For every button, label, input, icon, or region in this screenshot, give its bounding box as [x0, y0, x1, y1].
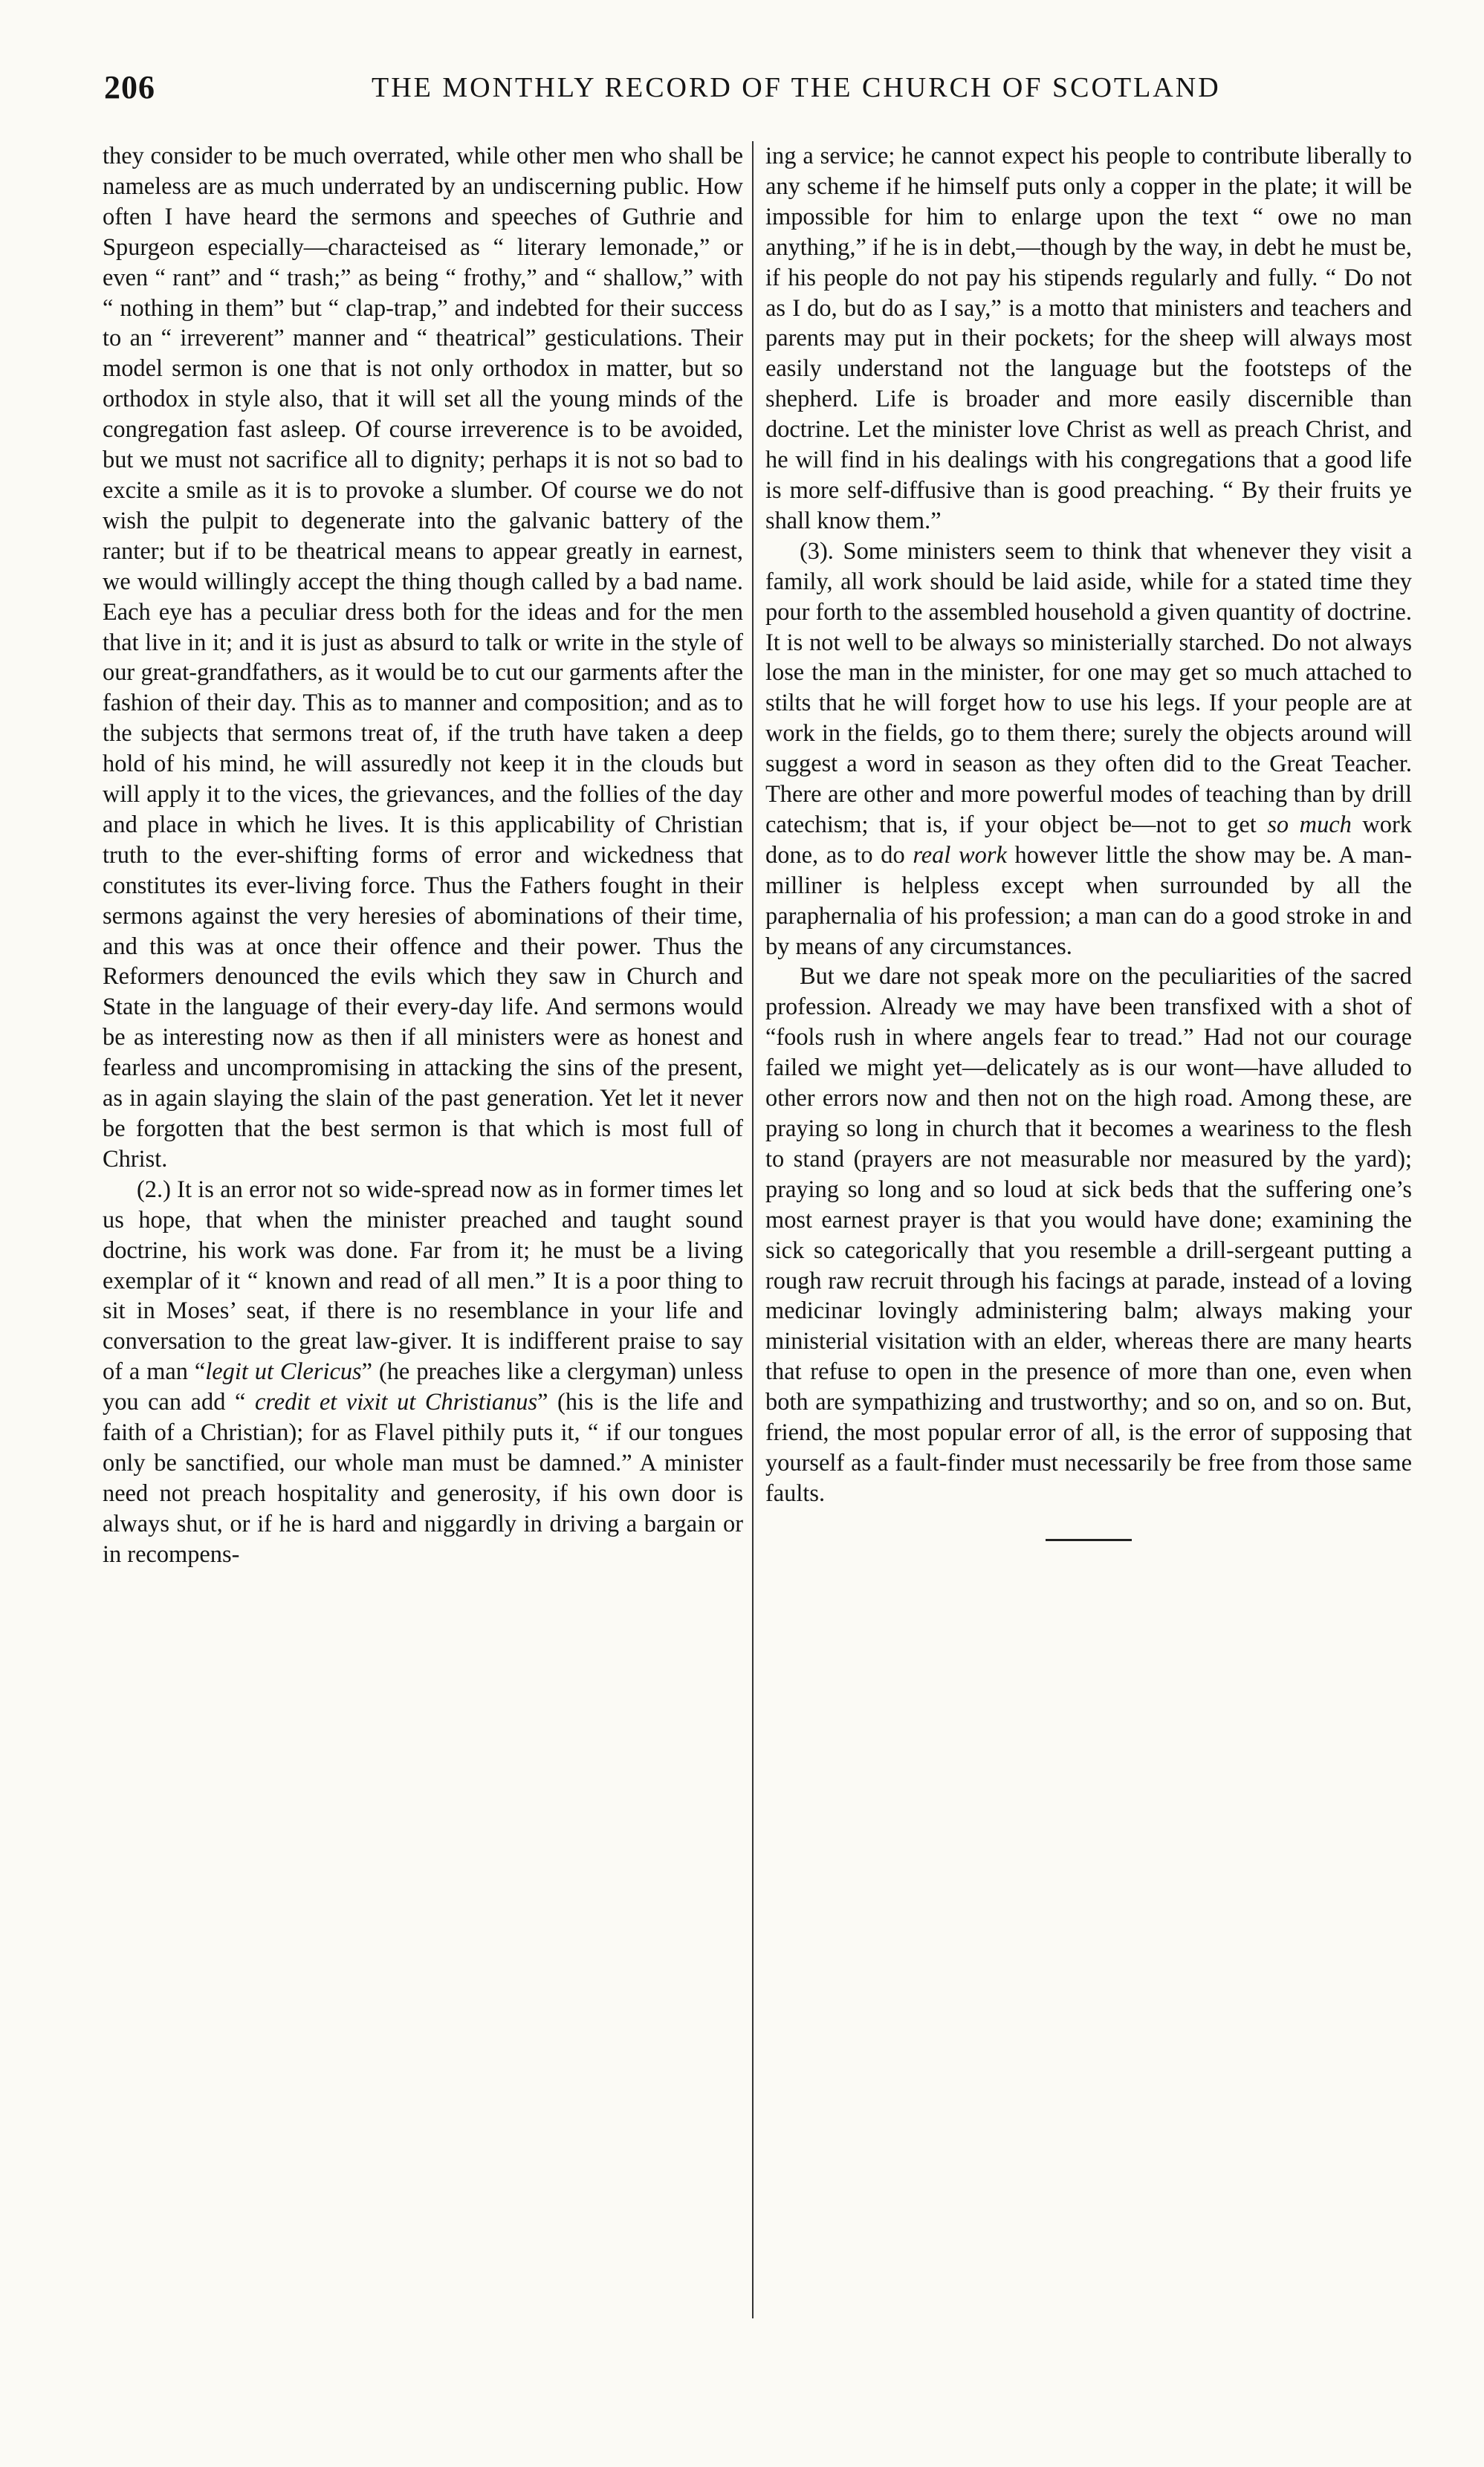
running-head: THE MONTHLY RECORD OF THE CHURCH OF SCOTLAND — [372, 72, 1221, 103]
emphasis: real work — [913, 841, 1007, 869]
text-run: ” (he preaches like a clergyman) unless you can add “ — [103, 1358, 743, 1416]
text-run: ” (his is the life and faith of a Christian); for as Flavel pithily puts it, “ if our tongues only be sanctified, our whole man must be damned.” A minister need not preach hospitality and generosity, if his own door is always shut, or if he is hard and niggardly in driving a bargain or in recompens- — [103, 1389, 743, 1568]
right-paragraph-2 — [765, 536, 1412, 962]
text-run: work done, as to do — [765, 811, 1412, 869]
left-paragraph-1: they consider to be much overrated, while other men who shall be nameless are as much underrated by an undiscerning public. How often I have heard the sermons and speeches of Guthrie and Spurgeon especially—characteised as “ literary lemonade,” or even “ rant” and “ trash;” as being “ frothy,” and “ shallow,” with “ nothing in them” but “ clap-trap,” and indebted for their success to an “ irreverent” manner and “ theatrical” gesticulations. Their model sermon is one that is not only orthodox in matter, but so orthodox in style also, that it will set all the young minds of the congregation fast asleep. Of course irreverence is to be avoided, but we must not sacrifice all to dignity; perhaps it is not so bad to excite a smile as it is to provoke a slumber. Of course we do not wish the pulpit to degenerate into the galvanic battery of the ranter; but if to be theatrical means to appear greatly in earnest, we would willingly accept the thing though called by a bad name. Each eye has a peculiar dress both for the ideas and for the men that live in it; and it is just as absurd to talk or write in the style of our great-grandfathers, as it would be to cut our garments after the fashion of their day. This as to manner and composition; and as to the subjects that sermons treat of, if the truth have taken a deep hold of his mind, he will assuredly not keep it in the clouds but will apply it to the vices, the grievances, and the follies of the day and place in which he lives. It is this applicability of Christian truth to the ever-shifting forms of error and wickedness that constitutes its ever-living force. Thus the Fathers fought in their sermons against the very heresies of abominations of their time, and this was at once their offence and their power. Thus the Reformers denounced the evils which they saw in Church and State in the language of their every-day life. And sermons would be as interesting now as then if all ministers were as honest and fearless and uncompromising in attacking the sins of the present, as in again slaying the slain of the past generation. Yet let it never be forgotten that the best sermon is that which is most full of Christ. — [103, 143, 743, 1173]
right-paragraph-3: But we dare not speak more on the peculiarities of the sacred profession. Already we may have been transfixed with a shot of “fools rush in where angels fear to tread.” Had not our courage failed we might yet—delicately as is our wont—have alluded to other errors now and then not on the high road. Among these, are praying so long in church that it becomes a weariness to the flesh to stand (prayers are not measurable nor measured by the yard); praying so long and so loud at sick beds that the suffering one’s most earnest prayer is that you would have done; examining the sick so categorically that you resemble a drill-sergeant putting a rough raw recruit through his facings at parade, instead of a loving medicinar lovingly administering balm; always making your ministerial visitation with an elder, whereas there are many hearts that refuse to open in the presence of more than one, even when both are sympathizing and trustworthy; and so on, and so on. But, friend, the most popular error of all, is the error of supposing that yourself as a fault-finder must necessarily be free from those same faults. — [765, 963, 1412, 1507]
latin-phrase: credit et vixit ut Christianus — [254, 1389, 538, 1416]
right-column — [765, 141, 1412, 2430]
left-column — [103, 141, 743, 2430]
column-divider — [752, 141, 754, 2318]
latin-phrase: legit ut Clericus — [205, 1358, 362, 1386]
page-number: 206 — [104, 69, 155, 106]
end-rule — [1046, 1539, 1132, 1541]
page-header — [104, 68, 1465, 113]
emphasis: so much — [1267, 811, 1352, 838]
text-run: (2.) It is an error not so wide-spread now as in former times let us hope, that when the minister preached and taught sound doctrine, his work was done. Far from it; he must be a living exemplar of it “ known and read of all men.” It is a poor thing to sit in Moses’ seat, if there is no resemblance in your life and conversation to the great law-giver. It is indifferent praise to say of a man “ — [103, 1176, 743, 1386]
text-run: however little the show may be. A man-milliner is helpless except when surrounded by all the paraphernalia of his profession; a man can do a good stroke in and by means of any circumstances. — [765, 841, 1412, 960]
right-paragraph-1: ing a service; he cannot expect his people to contribute liberally to any scheme if he himself puts only a copper in the plate; it will be impossible for him to enlarge upon the text “ owe no man anything,” if he is in debt,—though by the way, in debt he must be, if his people do not pay his stipends regularly and fully. “ Do not as I do, but do as I say,” is a motto that ministers and teachers and parents may put in their pockets; for the sheep will always most easily understand not the language but the footsteps of the shepherd. Life is broader and more easily discernible than doctrine. Let the minister love Christ as well as preach Christ, and he will find in his dealings with his congregations that a good life is more self-diffusive than is good preaching. “ By their fruits ye shall know them.” — [765, 143, 1412, 534]
text-run: (3). Some ministers seem to think that whenever they visit a family, all work should be laid aside, while for a stated time they pour forth to the assembled household a given quantity of doctrine. It is not well to be always so ministerially starched. Do not always lose the man in the minister, for one may get so much attached to stilts that he will forget how to use his legs. If your people are at work in the fields, go to them there; surely the objects around will suggest a word in season as they often did to the Great Teacher. There are other and more powerful modes of teaching than by drill catechism; that is, if your object be—not to get — [765, 537, 1412, 838]
left-paragraph-2 — [103, 1175, 743, 1570]
